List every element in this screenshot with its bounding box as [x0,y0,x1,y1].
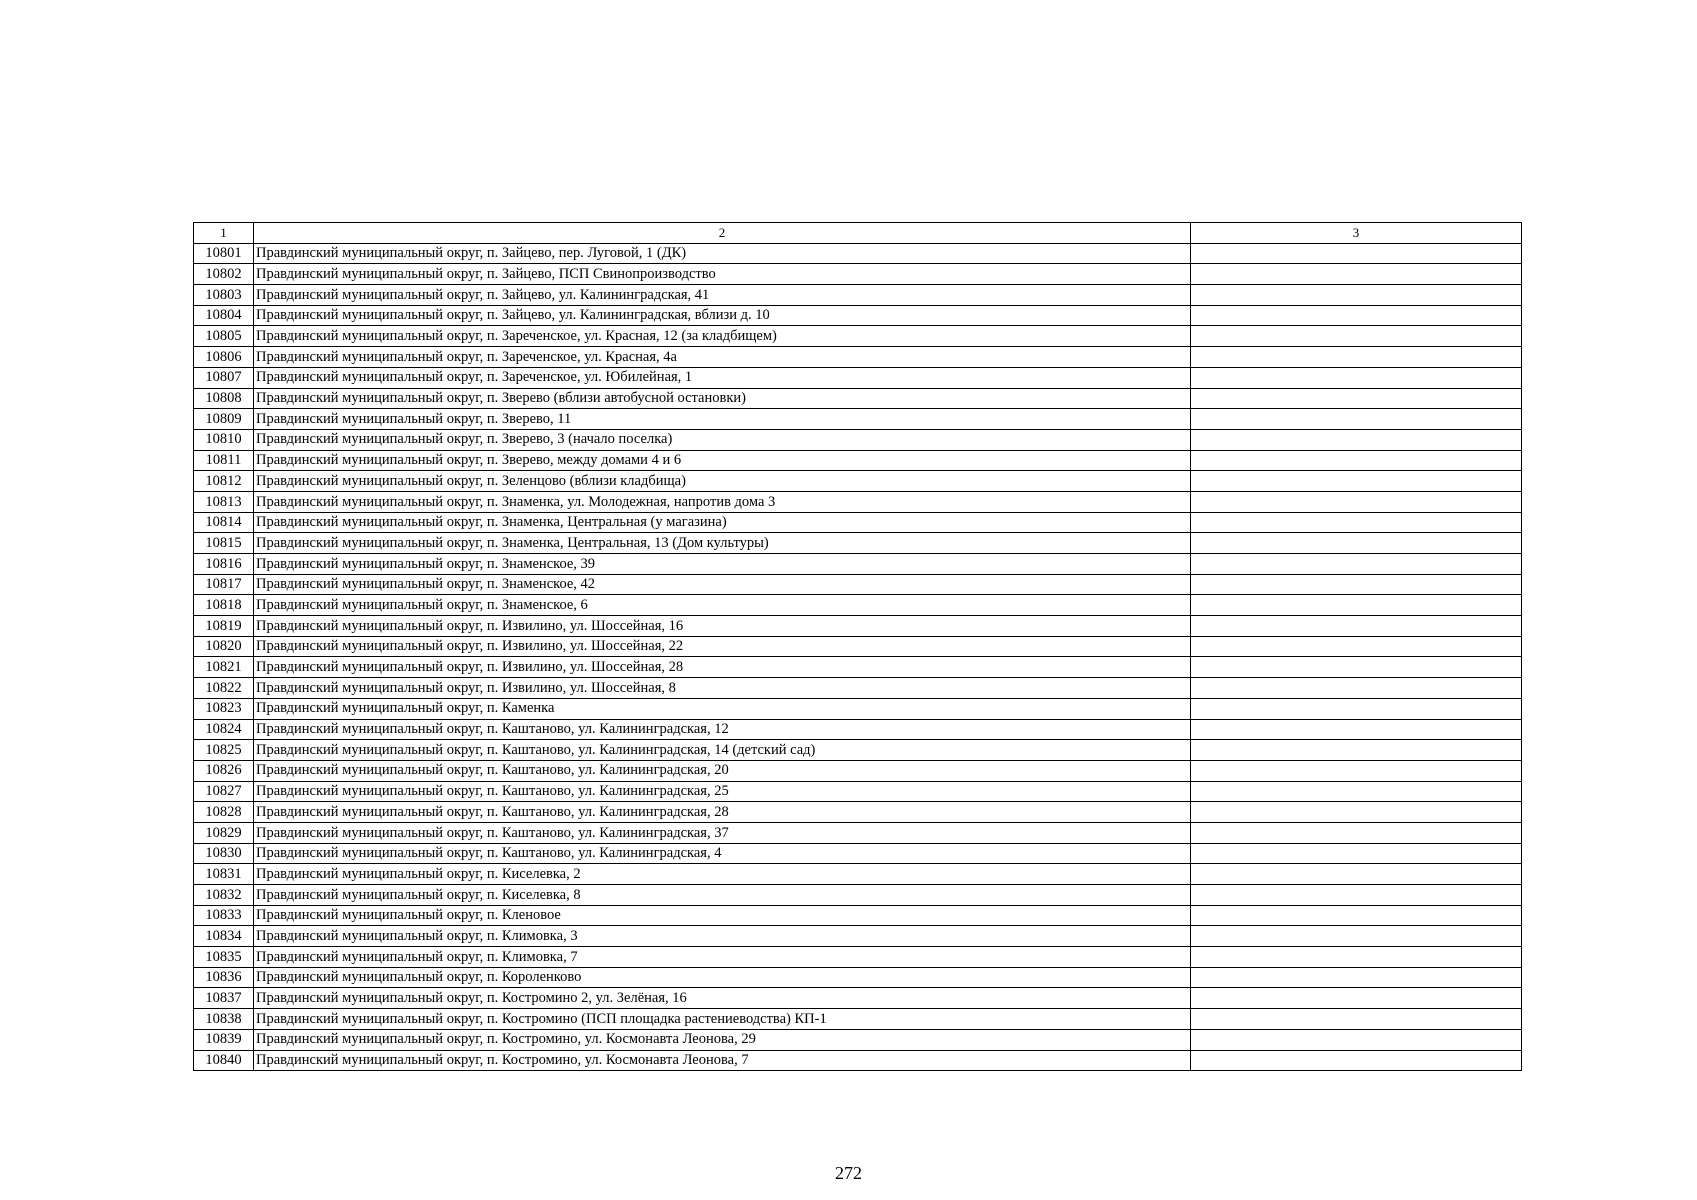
row-number-cell: 10803 [194,285,254,306]
table-row [194,843,1522,864]
address-cell: Правдинский муниципальный округ, п. Киселевка, 2 [254,864,1191,885]
row-number-cell: 10832 [194,885,254,906]
table-header [194,223,1522,244]
table-row [194,885,1522,906]
notes-cell [1191,905,1522,926]
notes-cell [1191,678,1522,699]
table-row [194,781,1522,802]
column-header-1: 1 [194,223,254,244]
row-number-cell: 10821 [194,657,254,678]
notes-cell [1191,1050,1522,1071]
notes-cell [1191,347,1522,368]
address-cell: Правдинский муниципальный округ, п. Каштаново, ул. Калининградская, 14 (детский сад) [254,740,1191,761]
row-number-cell: 10819 [194,616,254,637]
row-number-cell: 10822 [194,678,254,699]
address-cell: Правдинский муниципальный округ, п. Зверево, 11 [254,409,1191,430]
address-cell: Правдинский муниципальный округ, п. Короленково [254,967,1191,988]
row-number-cell: 10810 [194,429,254,450]
table-row [194,698,1522,719]
table-row [194,719,1522,740]
row-number-cell: 10809 [194,409,254,430]
address-cell: Правдинский муниципальный округ, п. Климовка, 3 [254,926,1191,947]
address-cell: Правдинский муниципальный округ, п. Каштаново, ул. Калининградская, 28 [254,802,1191,823]
notes-cell [1191,657,1522,678]
address-cell: Правдинский муниципальный округ, п. Зверево (вблизи автобусной остановки) [254,388,1191,409]
address-cell: Правдинский муниципальный округ, п. Знаменка, Центральная (у магазина) [254,512,1191,533]
table-row [194,491,1522,512]
notes-cell [1191,1029,1522,1050]
address-cell: Правдинский муниципальный округ, п. Киселевка, 8 [254,885,1191,906]
address-cell: Правдинский муниципальный округ, п. Каштаново, ул. Калининградская, 20 [254,760,1191,781]
row-number-cell: 10804 [194,305,254,326]
table-row [194,554,1522,575]
table-row [194,305,1522,326]
row-number-cell: 10814 [194,512,254,533]
address-cell: Правдинский муниципальный округ, п. Зверево, 3 (начало поселка) [254,429,1191,450]
column-header-3: 3 [1191,223,1522,244]
notes-cell [1191,554,1522,575]
address-cell: Правдинский муниципальный округ, п. Каштаново, ул. Калининградская, 37 [254,822,1191,843]
address-cell: Правдинский муниципальный округ, п. Зайцево, ПСП Свинопроизводство [254,264,1191,285]
notes-cell [1191,367,1522,388]
address-cell: Правдинский муниципальный округ, п. Каштаново, ул. Калининградская, 25 [254,781,1191,802]
notes-cell [1191,740,1522,761]
notes-cell [1191,760,1522,781]
row-number-cell: 10828 [194,802,254,823]
notes-cell [1191,885,1522,906]
address-cell: Правдинский муниципальный округ, п. Зареченское, ул. Юбилейная, 1 [254,367,1191,388]
address-cell: Правдинский муниципальный округ, п. Костромино (ПСП площадка растениеводства) КП-1 [254,1009,1191,1030]
address-cell: Правдинский муниципальный округ, п. Зверево, между домами 4 и 6 [254,450,1191,471]
notes-cell [1191,450,1522,471]
notes-cell [1191,491,1522,512]
address-cell: Правдинский муниципальный округ, п. Климовка, 7 [254,947,1191,968]
header-row [194,223,1522,244]
table-row [194,1029,1522,1050]
row-number-cell: 10811 [194,450,254,471]
table-row [194,574,1522,595]
table-row [194,967,1522,988]
table-row [194,1050,1522,1071]
address-cell: Правдинский муниципальный округ, п. Знаменское, 6 [254,595,1191,616]
row-number-cell: 10836 [194,967,254,988]
notes-cell [1191,533,1522,554]
row-number-cell: 10816 [194,554,254,575]
row-number-cell: 10827 [194,781,254,802]
row-number-cell: 10801 [194,243,254,264]
table-row [194,429,1522,450]
address-cell: Правдинский муниципальный округ, п. Кленовое [254,905,1191,926]
notes-cell [1191,988,1522,1009]
table-row [194,822,1522,843]
table-row [194,243,1522,264]
row-number-cell: 10826 [194,760,254,781]
row-number-cell: 10833 [194,905,254,926]
address-cell: Правдинский муниципальный округ, п. Зеленцово (вблизи кладбища) [254,471,1191,492]
row-number-cell: 10805 [194,326,254,347]
table-row [194,512,1522,533]
address-cell: Правдинский муниципальный округ, п. Извилино, ул. Шоссейная, 8 [254,678,1191,699]
notes-cell [1191,471,1522,492]
row-number-cell: 10812 [194,471,254,492]
table-row [194,533,1522,554]
address-cell: Правдинский муниципальный округ, п. Каштаново, ул. Калининградская, 12 [254,719,1191,740]
row-number-cell: 10831 [194,864,254,885]
address-cell: Правдинский муниципальный округ, п. Зареченское, ул. Красная, 12 (за кладбищем) [254,326,1191,347]
row-number-cell: 10829 [194,822,254,843]
notes-cell [1191,864,1522,885]
table-row [194,802,1522,823]
table-row [194,1009,1522,1030]
table-row [194,409,1522,430]
notes-cell [1191,388,1522,409]
address-cell: Правдинский муниципальный округ, п. Зайцево, ул. Калининградская, 41 [254,285,1191,306]
table-row [194,616,1522,637]
row-number-cell: 10802 [194,264,254,285]
row-number-cell: 10834 [194,926,254,947]
address-cell: Правдинский муниципальный округ, п. Извилино, ул. Шоссейная, 22 [254,636,1191,657]
row-number-cell: 10840 [194,1050,254,1071]
notes-cell [1191,636,1522,657]
notes-cell [1191,264,1522,285]
table-row [194,367,1522,388]
address-cell: Правдинский муниципальный округ, п. Костромино 2, ул. Зелёная, 16 [254,988,1191,1009]
row-number-cell: 10815 [194,533,254,554]
address-cell: Правдинский муниципальный округ, п. Каштаново, ул. Калининградская, 4 [254,843,1191,864]
notes-cell [1191,574,1522,595]
notes-cell [1191,719,1522,740]
address-cell: Правдинский муниципальный округ, п. Зайцево, пер. Луговой, 1 (ДК) [254,243,1191,264]
notes-cell [1191,698,1522,719]
notes-cell [1191,947,1522,968]
notes-cell [1191,822,1522,843]
notes-cell [1191,781,1522,802]
row-number-cell: 10825 [194,740,254,761]
notes-cell [1191,285,1522,306]
address-cell: Правдинский муниципальный округ, п. Зареченское, ул. Красная, 4а [254,347,1191,368]
row-number-cell: 10824 [194,719,254,740]
table-row [194,326,1522,347]
row-number-cell: 10817 [194,574,254,595]
notes-cell [1191,512,1522,533]
address-cell: Правдинский муниципальный округ, п. Зайцево, ул. Калининградская, вблизи д. 10 [254,305,1191,326]
notes-cell [1191,595,1522,616]
notes-cell [1191,926,1522,947]
notes-cell [1191,429,1522,450]
table-row [194,864,1522,885]
table-row [194,264,1522,285]
table-row [194,760,1522,781]
notes-cell [1191,843,1522,864]
table-row [194,636,1522,657]
notes-cell [1191,967,1522,988]
table-row [194,678,1522,699]
table-row [194,988,1522,1009]
row-number-cell: 10835 [194,947,254,968]
row-number-cell: 10837 [194,988,254,1009]
row-number-cell: 10820 [194,636,254,657]
row-number-cell: 10830 [194,843,254,864]
table-row [194,657,1522,678]
registry-table [193,222,1522,1071]
table-row [194,471,1522,492]
address-cell: Правдинский муниципальный округ, п. Костромино, ул. Космонавта Леонова, 29 [254,1029,1191,1050]
address-cell: Правдинский муниципальный округ, п. Знаменское, 42 [254,574,1191,595]
address-cell: Правдинский муниципальный округ, п. Знаменка, Центральная, 13 (Дом культуры) [254,533,1191,554]
page-number: 272 [835,1163,862,1183]
table-row [194,740,1522,761]
row-number-cell: 10806 [194,347,254,368]
address-cell: Правдинский муниципальный округ, п. Знаменское, 39 [254,554,1191,575]
address-cell: Правдинский муниципальный округ, п. Знаменка, ул. Молодежная, напротив дома 3 [254,491,1191,512]
notes-cell [1191,409,1522,430]
notes-cell [1191,305,1522,326]
table-body [194,243,1522,1071]
address-cell: Правдинский муниципальный округ, п. Каменка [254,698,1191,719]
address-cell: Правдинский муниципальный округ, п. Извилино, ул. Шоссейная, 16 [254,616,1191,637]
table-row [194,285,1522,306]
table-row [194,595,1522,616]
notes-cell [1191,1009,1522,1030]
notes-cell [1191,802,1522,823]
row-number-cell: 10813 [194,491,254,512]
table-row [194,347,1522,368]
table-row [194,388,1522,409]
row-number-cell: 10818 [194,595,254,616]
table-row [194,947,1522,968]
table-row [194,905,1522,926]
row-number-cell: 10808 [194,388,254,409]
address-cell: Правдинский муниципальный округ, п. Извилино, ул. Шоссейная, 28 [254,657,1191,678]
notes-cell [1191,326,1522,347]
address-cell: Правдинский муниципальный округ, п. Костромино, ул. Космонавта Леонова, 7 [254,1050,1191,1071]
notes-cell [1191,243,1522,264]
row-number-cell: 10807 [194,367,254,388]
row-number-cell: 10839 [194,1029,254,1050]
table-row [194,450,1522,471]
row-number-cell: 10823 [194,698,254,719]
notes-cell [1191,616,1522,637]
table-row [194,926,1522,947]
column-header-2: 2 [254,223,1191,244]
row-number-cell: 10838 [194,1009,254,1030]
